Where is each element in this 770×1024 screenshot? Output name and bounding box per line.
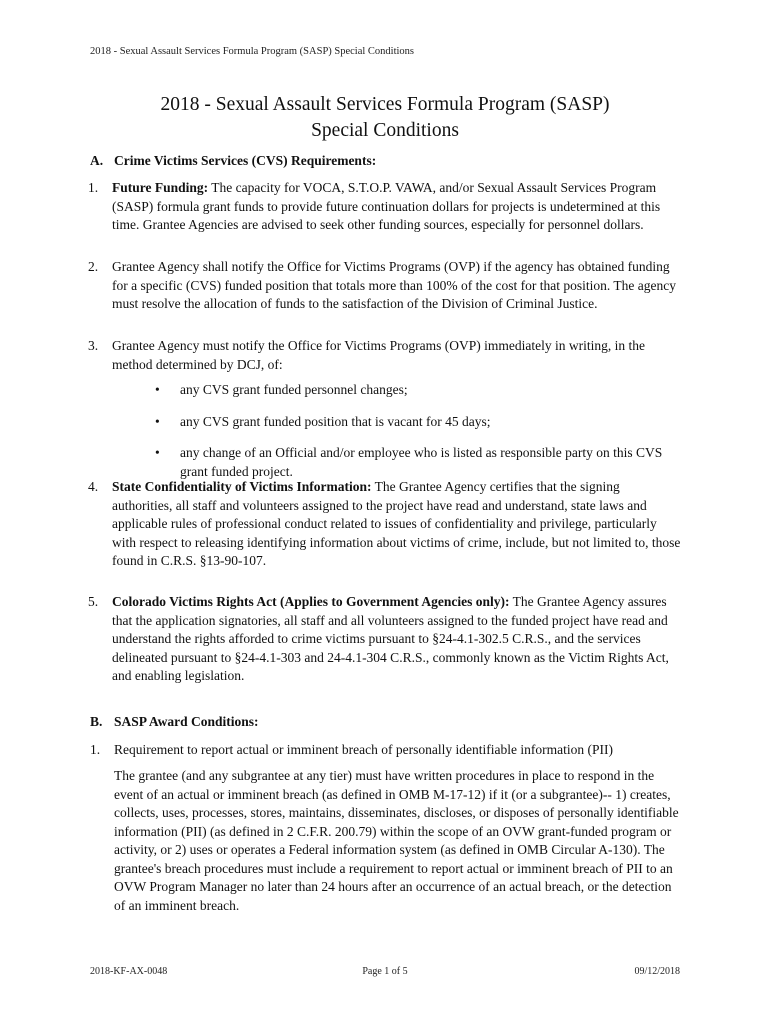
footer-doc-id: 2018-KF-AX-0048 xyxy=(90,966,168,977)
section-a-item-1 xyxy=(88,179,682,235)
section-b-title: SASP Award Conditions: xyxy=(114,714,259,729)
title-line-1: 2018 - Sexual Assault Services Formula Program (SASP) xyxy=(160,94,610,115)
footer-date: 09/12/2018 xyxy=(634,966,680,977)
bullet-text: any change of an Official and/or employee who is listed as responsible party on this CVS grant funded project. xyxy=(180,445,663,479)
item-lead: Future Funding: xyxy=(112,180,209,195)
item-number: 1. xyxy=(90,742,101,757)
section-a-item-5 xyxy=(88,593,682,686)
item-text: The Grantee Agency assures that the application signatories, all staff and all volunteers assigned to the funded project have read and understand the rights afforded to crime victims pursuant to §24-4.1-302.5 C.R.S., and the services delineated pursuant to §24-4.1-303 and 24-4.1-304 C.R.S., commonly known as the Victim Rights Act, and enabling legislation. xyxy=(112,594,669,683)
item-number: 2. xyxy=(88,259,99,274)
section-a-item-4 xyxy=(88,478,682,571)
section-a-title: Crime Victims Services (CVS) Requirements: xyxy=(114,153,377,168)
bullet-text: any CVS grant funded personnel changes; xyxy=(180,382,408,397)
bullet-dot: • xyxy=(155,413,160,429)
section-a-item-2 xyxy=(88,258,682,314)
section-b-heading xyxy=(90,714,259,730)
section-a-letter: A. xyxy=(90,153,104,168)
item-number: 3. xyxy=(88,338,99,353)
running-header: 2018 - Sexual Assault Services Formula Program (SASP) Special Conditions xyxy=(90,46,415,57)
item-text: The capacity for VOCA, S.T.O.P. VAWA, and/or Sexual Assault Services Program (SASP) formula grant funds to provide future continuation dollars for projects is undetermined at this time. Grantee Agencies are advised to seek other funding sources, especially for personnel dollars. xyxy=(112,180,661,232)
item-number: 5. xyxy=(88,594,99,609)
document-title xyxy=(0,92,770,144)
bullet-item xyxy=(155,444,682,481)
bullet-item xyxy=(155,381,682,400)
pii-breach-paragraph: The grantee (and any subgrantee at any tier) must have written procedures in place to respond in the event of an actual or imminent breach (as defined in OMB M-17-12) if it (or a subgrantee)-- 1) creates, collects, uses, processes, stores, maintains, disseminates, discloses, or disposes of personally identifiable information (PII) (as defined in 2 C.F.R. 200.79) within the scope of an OVW grant-funded program or activity, or 2) uses or operates a Federal information system (as defined in OMB Circular A-130). The grantee's breach procedures must include a requirement to report actual or imminent breach of PII to an OVW Program Manager no later than 24 hours after an occurrence of an actual breach, or the detection of an imminent breach. xyxy=(114,768,679,913)
section-b-letter: B. xyxy=(90,714,103,729)
bullet-dot: • xyxy=(155,445,160,460)
bullet-text: any CVS grant funded position that is vacant for 45 days; xyxy=(180,413,491,429)
item-text: Grantee Agency must notify the Office for Victims Programs (OVP) immediately in writing, in the method determined by DCJ, of: xyxy=(112,338,645,372)
bullet-item xyxy=(155,413,682,432)
item-title: Requirement to report actual or imminent breach of personally identifiable information (PII) xyxy=(114,742,613,757)
item-text: The Grantee Agency certifies that the signing authorities, all staff and volunteers assigned to the project have read and understand, state laws and applicable rules of professional conduct related to issues of confidentiality and privilege, particularly with respect to releasing identifying information about victims of crime, include, but not limited to, those found in C.R.S. §13-90-107. xyxy=(112,479,681,568)
item-number: 1. xyxy=(88,180,99,195)
item-text: Grantee Agency shall notify the Office for Victims Programs (OVP) if the agency has obtained funding for a specific (CVS) funded position that totals more than 100% of the cost for that position. The agency must resolve the allocation of funds to the satisfaction of the Division of Criminal Justice. xyxy=(112,259,676,311)
item-lead: Colorado Victims Rights Act (Applies to Government Agencies only): xyxy=(112,594,510,609)
section-b-item-1 xyxy=(90,741,690,760)
section-a-item-3 xyxy=(88,337,682,374)
title-line-2: Special Conditions xyxy=(311,120,459,141)
footer-page-number: Page 1 of 5 xyxy=(362,966,408,977)
item-lead: State Confidentiality of Victims Information: xyxy=(112,479,372,494)
bullet-dot: • xyxy=(155,382,160,397)
item-number: 4. xyxy=(88,479,99,494)
section-a-heading xyxy=(90,153,376,169)
